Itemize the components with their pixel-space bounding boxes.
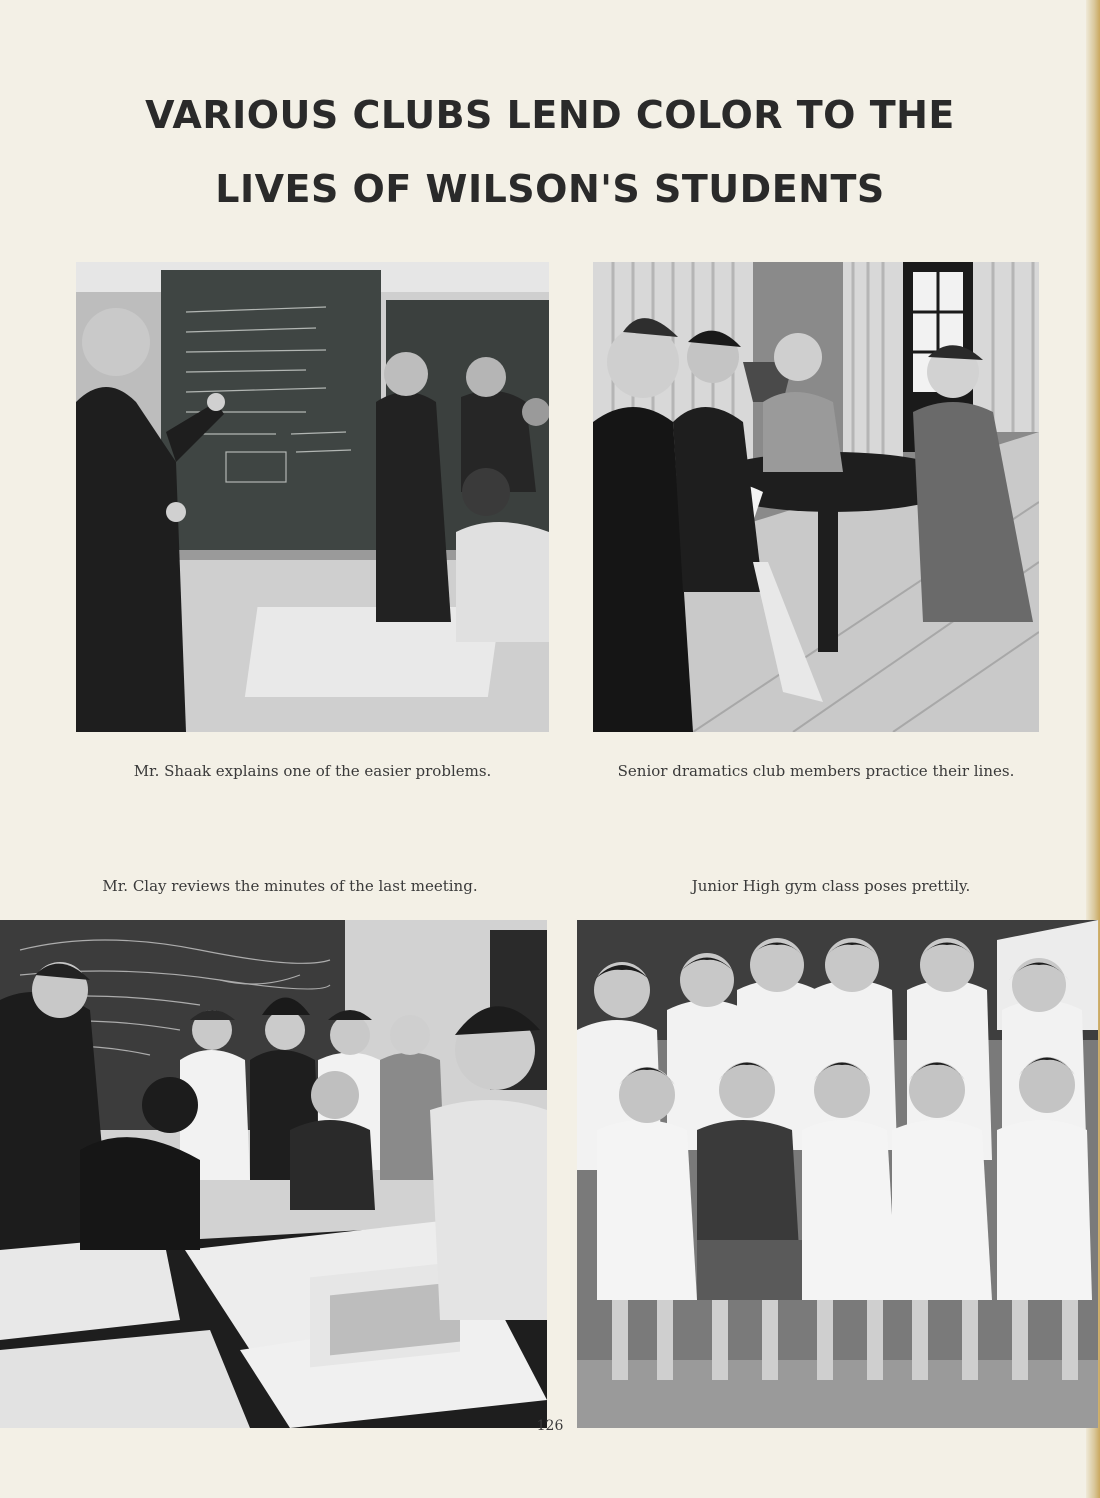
caption-photo-1: Mr. Shaak explains one of the easier problems. [133, 762, 492, 780]
page-title [0, 78, 1100, 226]
title-line-1: VARIOUS CLUBS LEND COLOR TO THE [145, 93, 955, 137]
caption-photo-4: Junior High gym class poses prettily. [691, 877, 971, 895]
caption-photo-2: Senior dramatics club members practice their lines. [617, 762, 1015, 780]
photo-dramatics-club [593, 262, 1039, 732]
photo-gym-class [577, 920, 1098, 1428]
photo-club-meeting [0, 920, 547, 1428]
title-line-2: LIVES OF WILSON'S STUDENTS [215, 167, 885, 211]
page-number: 126 [536, 1418, 564, 1434]
photo-chalkboard-lesson [76, 262, 549, 732]
caption-photo-3: Mr. Clay reviews the minutes of the last meeting. [102, 877, 478, 895]
